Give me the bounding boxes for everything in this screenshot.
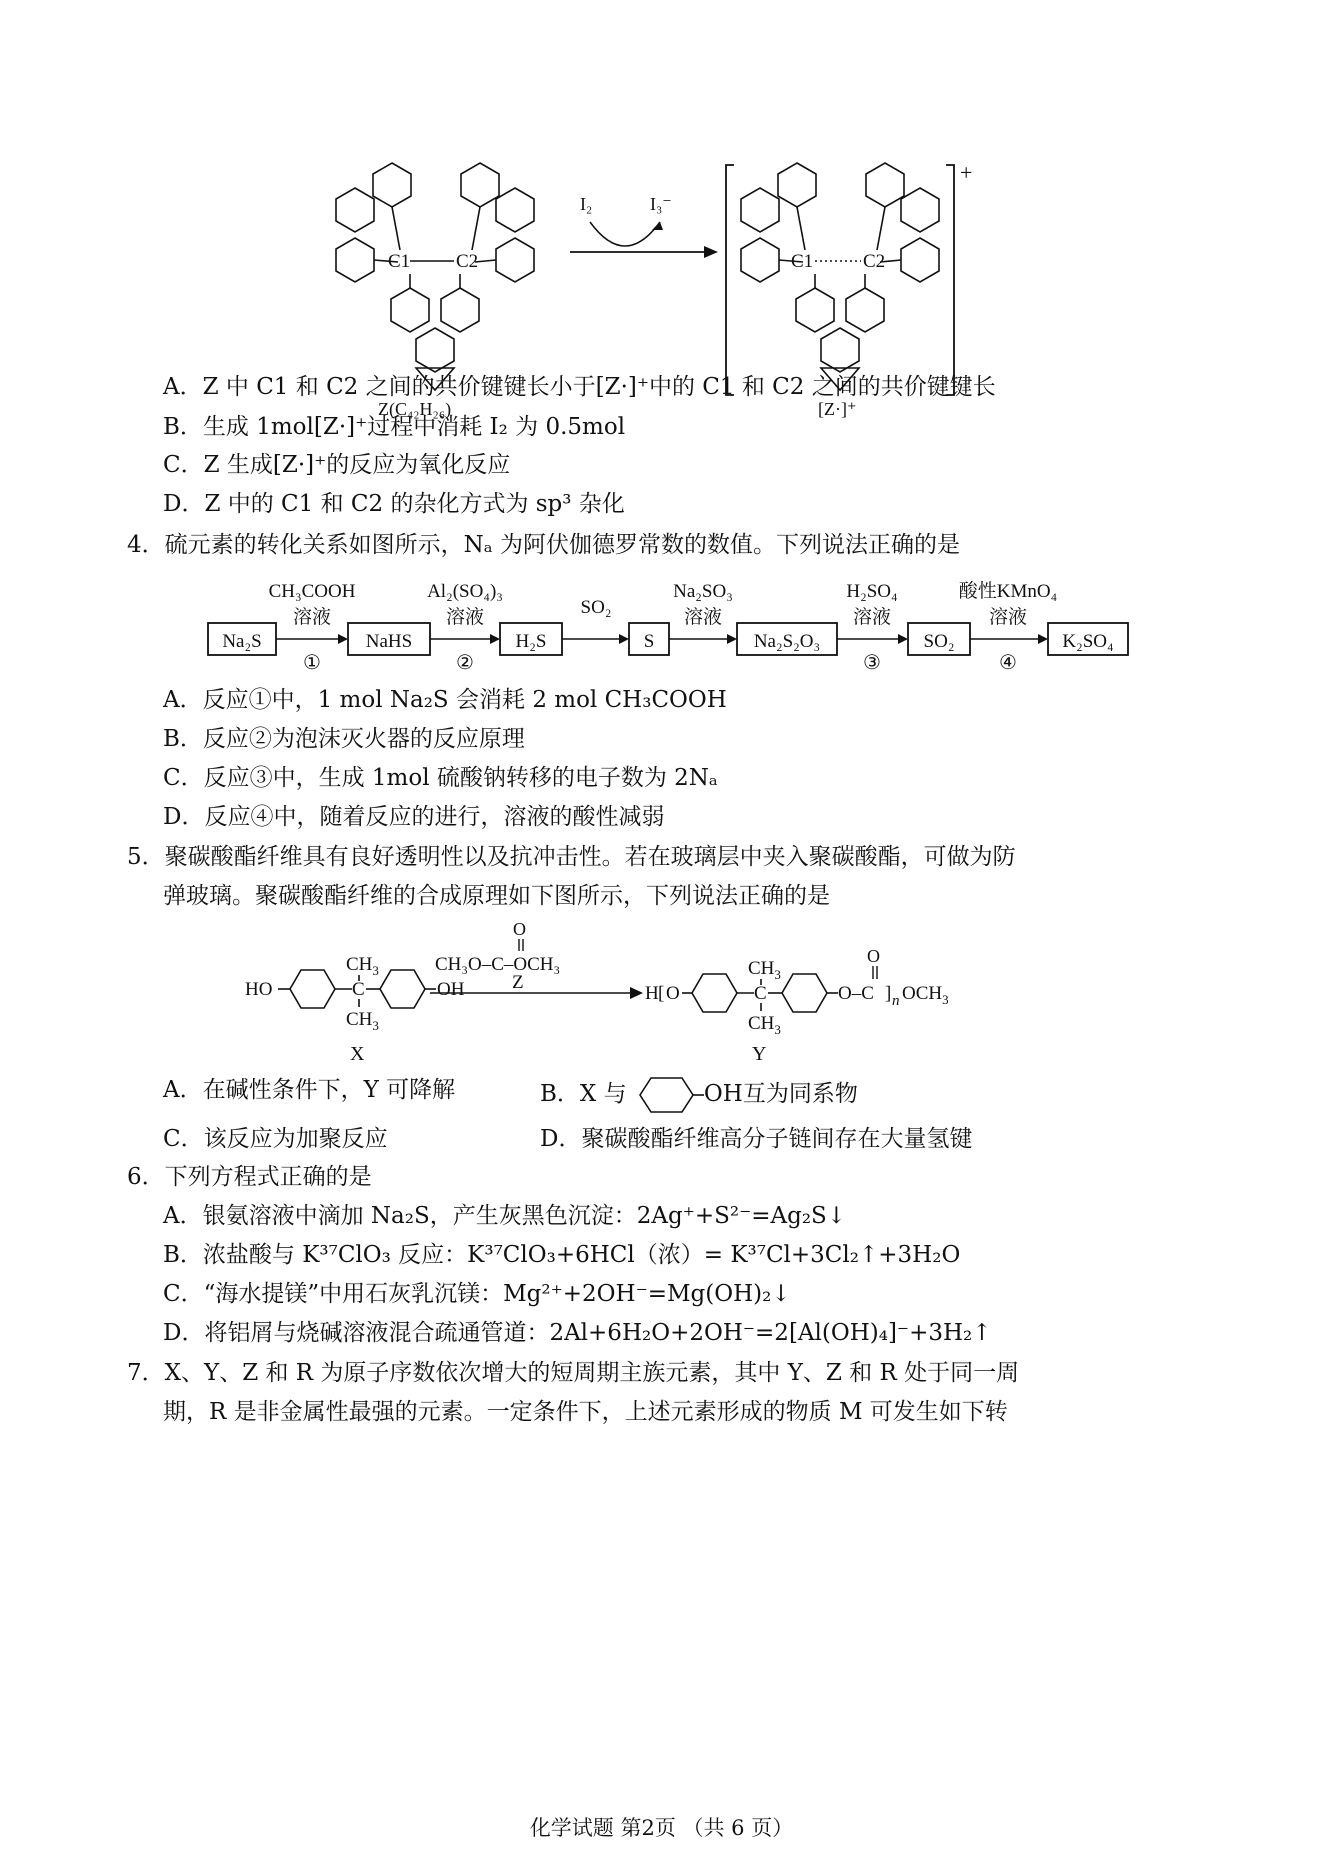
svg-text:溶液: 溶液 bbox=[852, 607, 892, 628]
q3-option-b: B．生成 1mol[Z·]⁺过程中消耗 I₂ 为 0.5mol bbox=[163, 414, 626, 440]
box-s: S bbox=[643, 631, 655, 652]
q7-stem-line2: 期，R 是非金属性最强的元素。一定条件下，上述元素形成的物质 M 可发生如下转 bbox=[163, 1399, 1008, 1425]
q7-stem-line1: 7．X、Y、Z 和 R 为原子序数依次增大的短周期主族元素，其中 Y、Z 和 R 处于同一周 bbox=[127, 1360, 1020, 1386]
label-x: X bbox=[350, 1043, 365, 1065]
q4-option-c: C．反应③中，生成 1mol 硫酸钠转移的电子数为 2Nₐ bbox=[163, 765, 718, 791]
phenol-ring-icon bbox=[634, 1075, 704, 1115]
q5-option-a: A．在碱性条件下，Y 可降解 bbox=[163, 1077, 456, 1103]
reagent-i2: I₂ bbox=[580, 194, 593, 214]
svg-text:OCH3: $OCH_3$ bbox=[902, 983, 949, 1007]
q4-option-b: B．反应②为泡沫灭火器的反应原理 bbox=[163, 726, 525, 752]
svg-text:C2: C2 bbox=[863, 251, 886, 272]
box-na2s2o3: Na₂S₂O₃ bbox=[753, 631, 821, 652]
mark-1: ① bbox=[303, 652, 321, 674]
reagent-2: Al₂(SO₄)₃ bbox=[427, 581, 503, 602]
mark-2: ② bbox=[456, 652, 474, 674]
q3-option-d: D．Z 中的 C1 和 C2 的杂化方式为 sp³ 杂化 bbox=[163, 491, 625, 517]
q5-stem-line1: 5．聚碳酸酯纤维具有良好透明性以及抗冲击性。若在玻璃层中夹入聚碳酸酯，可做为防 bbox=[127, 844, 1016, 870]
svg-text:C: C bbox=[754, 983, 767, 1004]
q6-option-d: D．将铝屑与烧碱溶液混合疏通管道：2Al+6H₂O+2OH⁻=2[Al(OH)₄]⁻+3H₂↑ bbox=[163, 1320, 992, 1346]
box-nahs: NaHS bbox=[365, 631, 413, 652]
svg-text:O: O bbox=[666, 983, 680, 1004]
svg-text:CH3: $CH_3$ bbox=[346, 1009, 379, 1033]
q4-stem: 4．硫元素的转化关系如图所示，Nₐ 为阿伏伽德罗常数的数值。下列说法正确的是 bbox=[127, 532, 960, 558]
mark-3: ③ bbox=[863, 652, 881, 674]
box-k2so4: K₂SO₄ bbox=[1062, 631, 1114, 652]
q6-option-a: A．银氨溶液中滴加 Na₂S，产生灰黑色沉淀：2Ag⁺+S²⁻=Ag₂S↓ bbox=[163, 1203, 847, 1229]
mark-4: ④ bbox=[999, 652, 1017, 674]
svg-text:C1: C1 bbox=[791, 251, 814, 272]
molecule-z-cation-structure bbox=[741, 163, 939, 390]
reagent-i3: I₃⁻ bbox=[650, 194, 672, 214]
polycarbonate-synthesis-figure bbox=[240, 915, 1100, 1065]
reagent-3: SO₂ bbox=[580, 597, 612, 618]
box-h2s: H₂S bbox=[515, 631, 547, 652]
product-label: [Z·]⁺ bbox=[818, 399, 857, 419]
svg-text:HO: HO bbox=[245, 979, 273, 1000]
q4-option-d: D．反应④中，随着反应的进行，溶液的酸性减弱 bbox=[163, 804, 665, 830]
svg-text:溶液: 溶液 bbox=[445, 607, 485, 628]
svg-text:溶液: 溶液 bbox=[988, 607, 1028, 628]
q3-option-c: C．Z 生成[Z·]⁺的反应为氧化反应 bbox=[163, 452, 511, 478]
atom-c1-label: C1 bbox=[388, 251, 411, 272]
box-na2s: Na₂S bbox=[222, 631, 262, 652]
label-y: Y bbox=[752, 1043, 767, 1065]
atom-c2-label: C2 bbox=[456, 251, 479, 272]
q6-stem: 6．下列方程式正确的是 bbox=[127, 1164, 372, 1190]
q5-option-c: C．该反应为加聚反应 bbox=[163, 1126, 388, 1152]
svg-text:[: [ bbox=[658, 983, 665, 1004]
reagent-1: CH₃COOH bbox=[268, 581, 356, 602]
q4-option-a: A．反应①中，1 mol Na₂S 会消耗 2 mol CH₃COOH bbox=[163, 687, 727, 713]
q6-option-b: B．浓盐酸与 K³⁷ClO₃ 反应：K³⁷ClO₃+6HCl（浓）= K³⁷Cl+3Cl₂↑+3H₂O bbox=[163, 1242, 961, 1268]
q5-option-b: B．X 与 OH互为同系物 bbox=[540, 1075, 858, 1115]
svg-text:溶液: 溶液 bbox=[683, 607, 723, 628]
svg-text:O: O bbox=[513, 919, 526, 939]
box-so2: SO₂ bbox=[923, 631, 955, 652]
reactant-label: Z(C₄₂H₂₆) bbox=[378, 399, 452, 419]
svg-text:CH3: $CH_3$ bbox=[748, 958, 781, 982]
svg-text:C: C bbox=[352, 979, 365, 1000]
reagent-6: 酸性KMnO₄ bbox=[958, 581, 1058, 602]
q5-stem-line2: 弹玻璃。聚碳酸酯纤维的合成原理如下图所示，下列说法正确的是 bbox=[163, 883, 830, 909]
svg-text:溶液: 溶液 bbox=[292, 607, 332, 628]
q5-option-d: D．聚碳酸酯纤维高分子链间存在大量氢键 bbox=[540, 1126, 973, 1152]
q6-option-c: C．“海水提镁”中用石灰乳沉镁：Mg²⁺+2OH⁻=Mg(OH)₂↓ bbox=[163, 1281, 791, 1307]
q3-option-a: A．Z 中 C1 和 C2 之间的共价键键长小于[Z·]⁺中的 C1 和 C2 之间的共价键键长 bbox=[163, 374, 996, 400]
svg-text:CH3: $CH_3$ bbox=[748, 1013, 781, 1037]
reagent-5: H₂SO₄ bbox=[846, 581, 898, 602]
reagent-z: Z bbox=[512, 972, 524, 993]
svg-text:]: ] bbox=[885, 983, 892, 1004]
molecule-z-structure bbox=[336, 163, 534, 390]
reagent-dimethyl-carbonate: CH₃O–C–OCH₃ bbox=[435, 954, 561, 975]
svg-text:CH3: $CH_3$ bbox=[346, 954, 379, 978]
sulfur-conversion-flow bbox=[200, 575, 1130, 675]
page-footer: 化学试题 第2页 （共 6 页） bbox=[529, 1816, 794, 1840]
reagent-4: Na₂SO₃ bbox=[673, 581, 733, 602]
svg-text:n: n bbox=[892, 993, 900, 1009]
charge-sign: + bbox=[960, 160, 973, 185]
svg-text:OH: OH bbox=[437, 979, 465, 1000]
svg-text:O: O bbox=[867, 946, 880, 966]
svg-text:H: H bbox=[645, 983, 659, 1004]
svg-text:O–C: O–C bbox=[838, 983, 874, 1004]
